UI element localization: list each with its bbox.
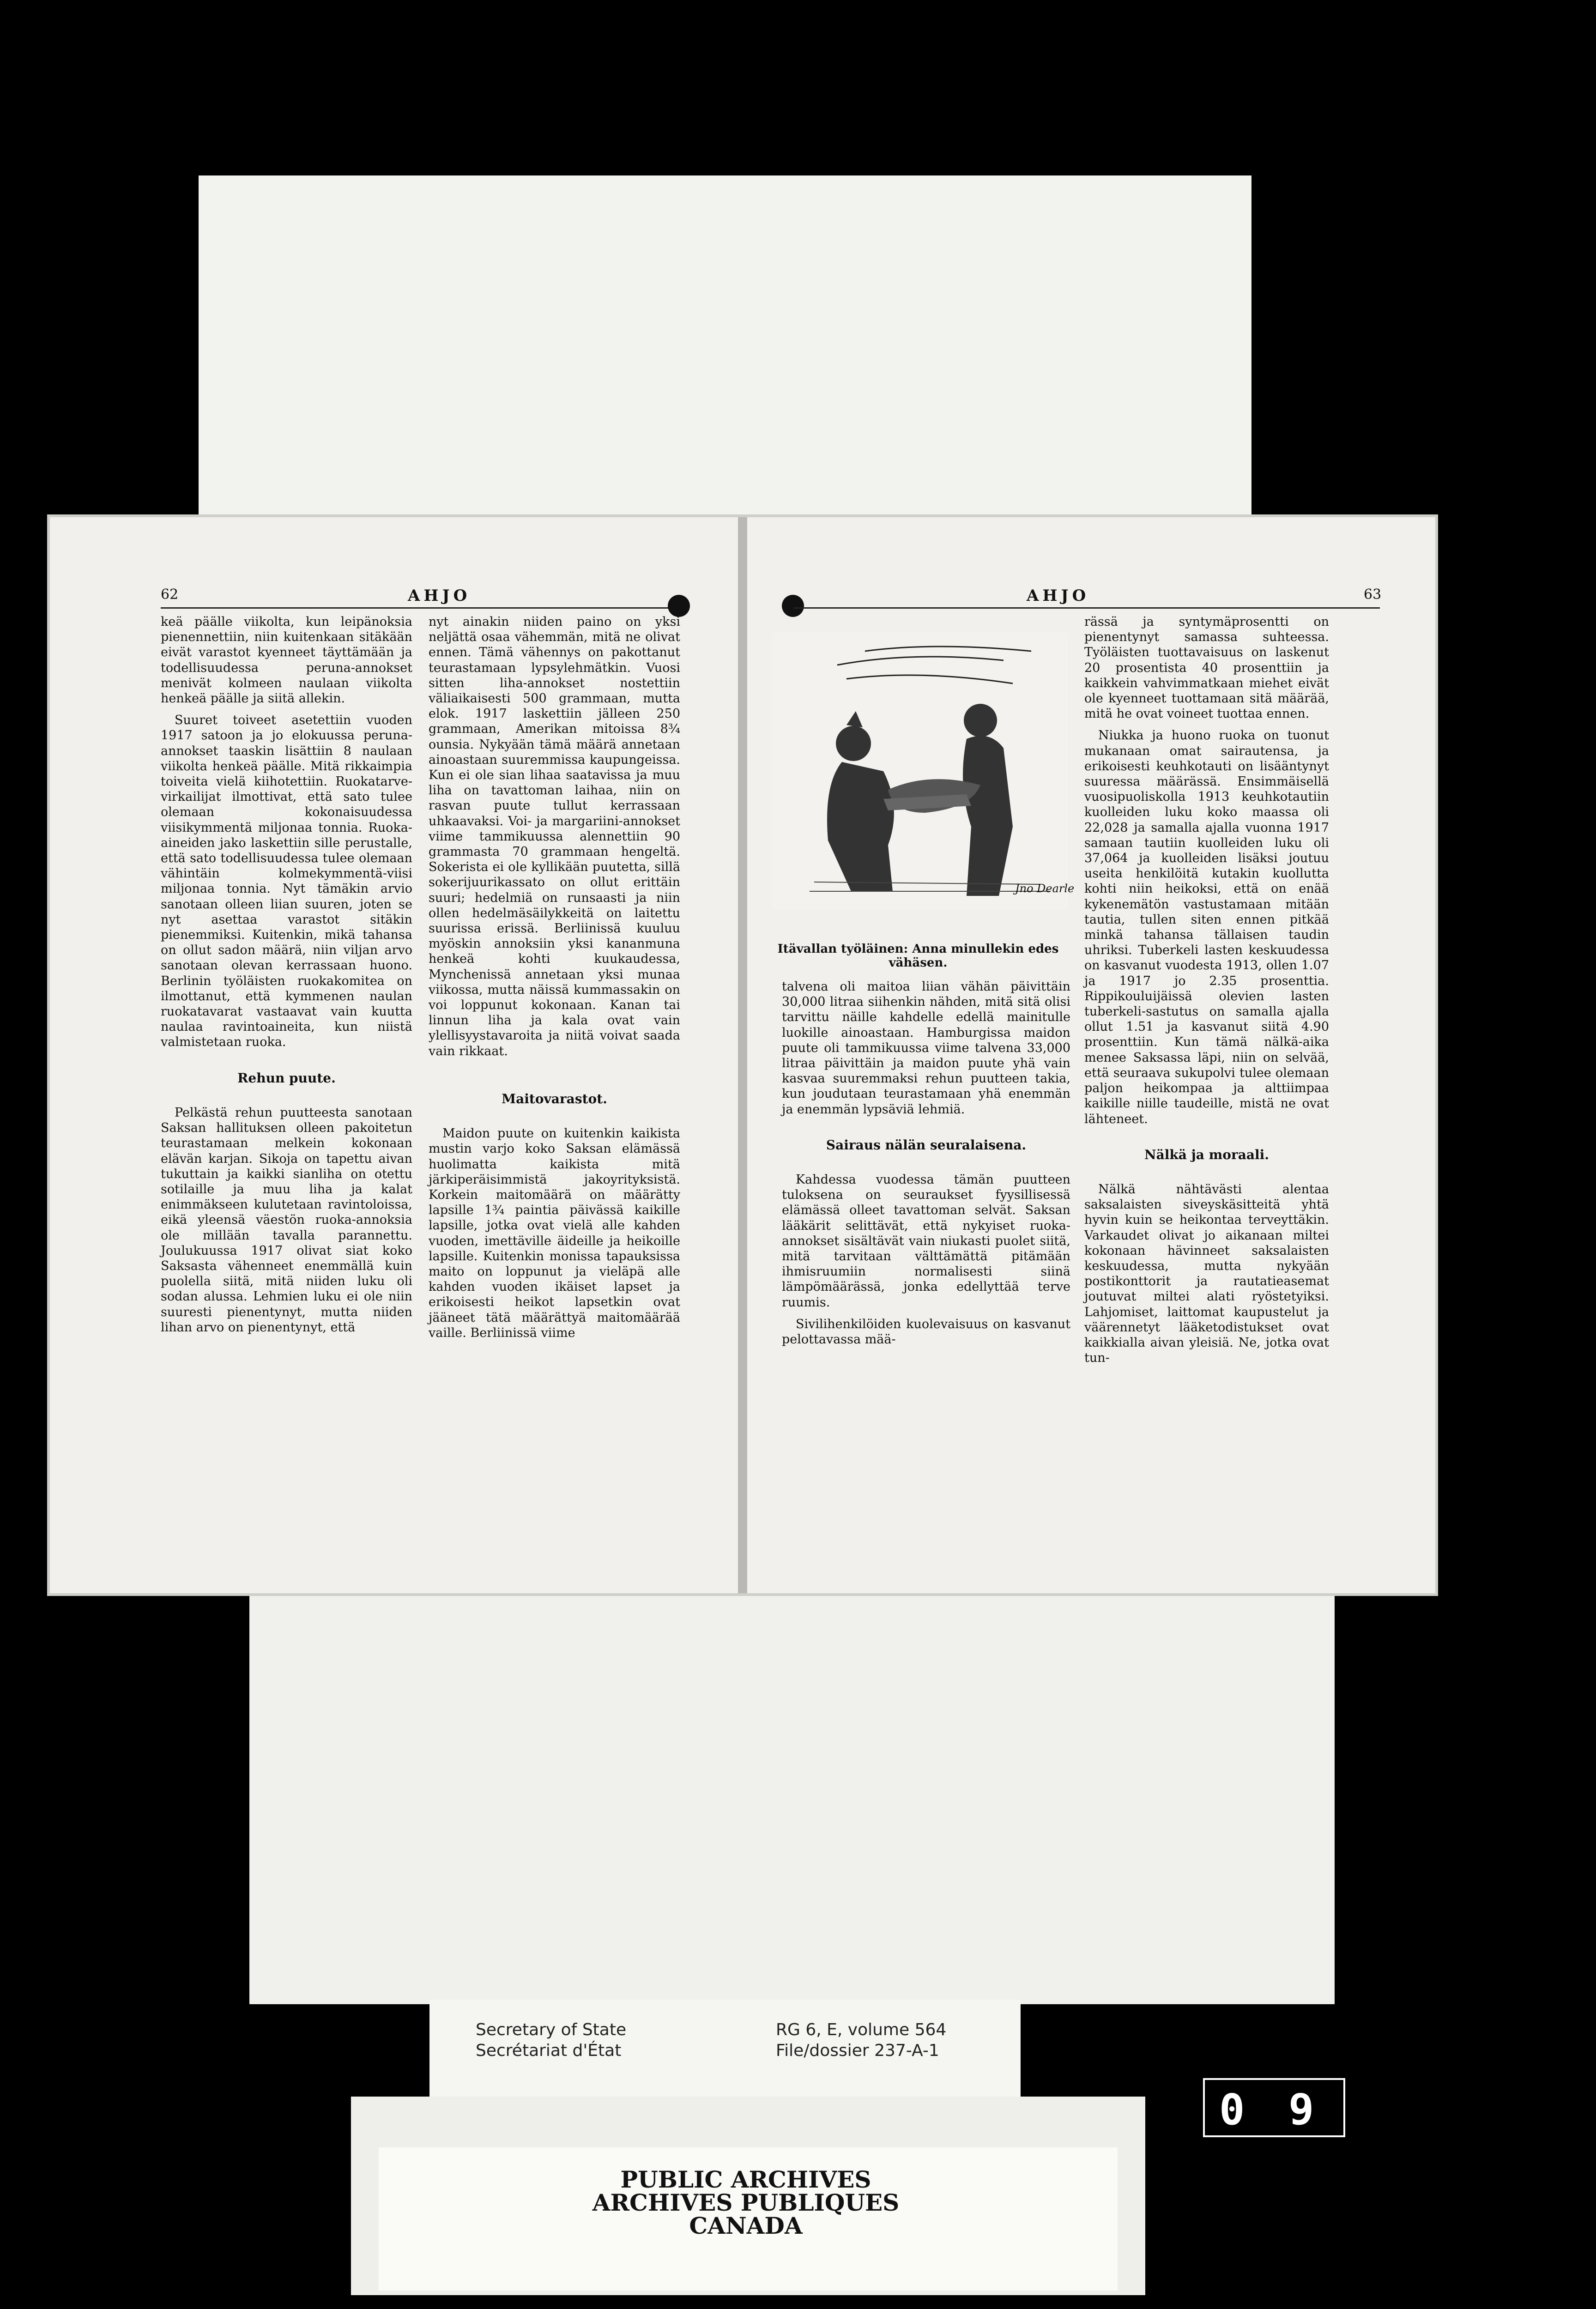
binding-hole-icon [668,595,690,617]
section-heading: Sairaus nälän seuralaisena. [826,1137,1027,1153]
binding-gutter [738,517,747,1593]
paragraph: Niukka ja huono ruoka on tuonut mukanaan omat sairautensa, ja erikoisesti keuhkotauti on lisääntynyt suuressa määrässä. Ensimmäisellä vuosipuoliskolla 1913 keuhkotautiin kuolleiden luku koko maassa oli 22,028 ja samalla ajalla vuonna 1917 samaan tautiin kuolleiden luku oli 37,064 ja kuolleiden lisäksi joutuu useita henkilöitä kutakin kuollutta kohti niin heikoksi, että on enää kykenemätön vastustamaan mitään tautia, tullen siten ennen pitkää minkä tahansa tällaisen taudin uhriksi. Tuberkeli lasten keskuudessa on kasvanut vuodesta 1913, ollen 1.07 ja 1917 jo 2.35 prosenttia. Rippikouluijäissä olevien lasten tuberkeli-sastutus on samalla ajalla ollut 1.51 ja kasvanut siitä 4.90 prosenttiin. Kun tämä nälkä-aika menee Saksassa läpi, niin on selvää, että seuraava sukupolvi tulee olemaan paljon heikompaa ja alttiimpaa kaikille niille taudeille, mistä ne ovat lähteneet. [1084,728,1329,1126]
record-group: RG 6, E, volume 564 [776,2020,947,2039]
archives-line-3: CANADA [689,2212,803,2239]
paragraph: Pelkästä rehun puutteesta sanotaan Saksan hallituksen olleen pakoitetun teurastamaan melkein kokonaan elävän karjan. Sikoja on tapettu aivan tukuttain ja kaikki sianliha on otettu sotilaille ja muu liha ja kalat enimmäkseen kulutetaan ravintoloissa, eikä yleensä väestön ruoka-annoksia ole millään tavalla parannettu. Joulukuussa 1917 olivat siat koko Saksasta vähenneet enemmällä kuin puolella siitä, mitä niiden luku oli sodan alussa. Lehmien luku ei ole niin suuresti pienentynyt, mutta niiden lihan arvo on pienentynyt, että [161,1105,412,1335]
paragraph: Suuret toiveet asetettiin vuoden 1917 satoon ja jo elokuussa peruna-annokset taaskin lisättiin 8 naulaan viikolta henkeä päälle. Mitä rikkaimpia toiveita vielä kiihotettiin. Ruokatarve-virkailijat ilmottivat, että sato tulee olemaan kokonaisuudessa viisikymmentä miljonaa tonnia. Ruoka-aineiden jako laskettiin sille perustalle, että sato todellisuudessa tulee olemaan vähintäin kolmekymmentä-viisi miljonaa tonnia. Nyt tämäkin arvio sanotaan olleen liian suuren, joten se nyt asettaa varastot sitäkin pienemmiksi. Kuitenkin, mikä tahansa on ollut sadon määrä, niin viljan arvo sanotaan olevan kerrassaan huono. Berlinin työläisten ruokakomitea on ilmottanut, että kymmenen naulan ruokatavarat vastaavat vain kuutta naulaa ravintoaineita, kun niistä valmistetaan ruoka. [161,713,412,1050]
paragraph: Sivilihenkilöiden kuolevaisuus on kasvanut pelottavassa mää- [782,1317,1070,1347]
header-rule [793,607,1380,609]
paragraph: nyt ainakin niiden paino on yksi neljättä osaa vähemmän, mitä ne olivat ennen. Tämä vähennys on pakottanut teurastamaan lypsylehmätkin. Vuosi sitten liha-annokset nostettiin väliaikaisesti 500 grammaan, mutta elok. 1917 laskettiin jälleen 250 grammaan, Amerikan mitoissa 8¾ ounsia. Nykyään tämä määrä annetaan ainoastaan suuremmissa kaupungeissa. Kun ei ole sian lihaa saatavissa ja muu liha on tavattoman laihaa, niin on rasvan puute tullut kerrassaan uhkaavaksi. Voi- ja margariini-annokset viime tammikuussa alennettiin 90 grammasta 70 grammaan hengeltä. Sokerista ei ole kyllikään puutetta, sillä sokerijuurikassato on ollut erittäin suuri; hedelmiä on runsaasti ja niin ollen hedelmäsäilykkeitä on laitettu suurissa erissä. Berliinissä kuuluu myöskin annoksiin yksi kananmuna henkeä kohti kuukaudessa, Mynchenissä annetaan yksi munaa viikossa, mutta näissä kummassakin on voi loppunut kokonaan. Kanan tai linnun liha ja kala ovat vain ylellisyystavaroita ja niitä voivat saada vain rikkaat. [429,615,680,1058]
section-heading: Nälkä ja moraali. [1144,1147,1270,1162]
paragraph: Nälkä nähtävästi alentaa saksalaisten siveyskäsitteitä yhtä hyvin kuin se heikontaa terveyttäkin. Varkaudet olivat jo aikanaan miltei kokonaan hävinneet saksalaisten keskuudessa, mutta nykyään postikonttorit ja rautatieasemat joutuvat miltei alati ryöstetyiksi. Lahjomiset, laittomat kaupustelut ja väärennetyt lääketodistukset ovat kaikkialla aivan yleisiä. Ne, jotka ovat tun- [1084,1182,1329,1366]
page-63 [747,517,1435,1593]
column-left-1 [161,614,412,1342]
section-heading: Maitovarastot. [502,1091,607,1106]
column-right-2 [1084,614,1329,1372]
backing-sheet-bottom [249,1524,1335,2004]
artist-signature: Jno Dearle [1015,882,1075,895]
page-number: 63 [1364,586,1382,603]
running-head: AHJO [408,586,471,605]
file-number: File/dossier 237-A-1 [776,2041,939,2060]
paragraph: keä päälle viikolta, kun leipänoksia pienennettiin, niin kuitenkaan sitäkään eivät varastot kyenneet täyttämään ja todellisuudessa peruna-annokset menivät kolmeen naulaan viikolta henkeä päälle ja siitä allekin. [161,615,412,706]
paragraph: talvena oli maitoa liian vähän päivittäin 30,000 litraa siihenkin nähden, mitä sitä olisi tarvittu näille kahdelle edellä mainitulle luokille ainoastaan. Hamburgissa maidon puute oli tammikuussa viime talvena 33,000 litraa päivittäin ja maidon puute yhä vain kasvaa suuremmaksi rehun puutteen takia, kun joudutaan teurastamaan yhä enemmän ja enemmän lypsäviä lehmiä. [782,979,1070,1117]
running-head: AHJO [1027,586,1090,605]
paragraph: rässä ja syntymäprosentti on pienentynyt samassa suhteessa. Työläisten tuottavaisuus on laskenut 20 prosentista 40 prosenttiin ja kaikkein vahvimmatkaan miehet eivät ole kyenneet tuottamaan sitä määrää, mitä he ovat voineet tuottaa ennen. [1084,615,1329,721]
archives-line-2: ARCHIVES PUBLIQUES [592,2189,900,2216]
department-french: Secrétariat d'État [476,2041,622,2060]
frame-digit: 0 [1219,2085,1245,2134]
magazine-spread [50,517,1435,1593]
paragraph: Maidon puute on kuitenkin kaikista mustin varjo koko Saksan elämässä huolimatta kaikista mitä järkiperäisimmistä jakoyrityksistä. Korkein maitomäärä on määrätty lapsille 1¾ paintia päivässä kaikille lapsille, jotka ovat vielä alle kahden vuoden, imettäville äideille ja heikoille lapsille. Kuitenkin monissa tapauksissa maito on loppunut ja vieläpä alle kahden vuoden ikäiset lapset ja erikoisesti heikot lapsetkin ovat jääneet tätä määrättyä maitomäärää vaille. Berliinissä viime [429,1126,680,1340]
cartoon-illustration [773,633,1068,910]
cartoon-caption: Itävallan työläinen: Anna minullekin edes vähäsen. [777,942,1059,970]
section-heading: Rehun puute. [237,1070,336,1086]
column-right-1 [782,979,1070,1354]
frame-digit: 9 [1288,2085,1314,2134]
department-english: Secretary of State [476,2020,627,2039]
binding-hole-icon [782,595,804,617]
archives-line-1: PUBLIC ARCHIVES [620,2166,871,2193]
page-62 [50,517,738,1593]
paragraph: Kahdessa vuodessa tämän puutteen tuloksena on seuraukset fyysillisessä elämässä olleet tavattoman selvät. Saksan lääkärit selittävät, että nykyiset ruoka-annokset sisältävät vain niukasti puolet siitä, mitä tarvitaan välttämättä pitämään ihmisruumiin normalisesti siinä lämpömäärässä, jonka edellyttää terve ruumis. [782,1173,1070,1310]
archive-reference-label [429,2000,1021,2101]
page-number: 62 [161,586,179,603]
header-rule [161,607,683,609]
column-left-2 [429,614,680,1347]
